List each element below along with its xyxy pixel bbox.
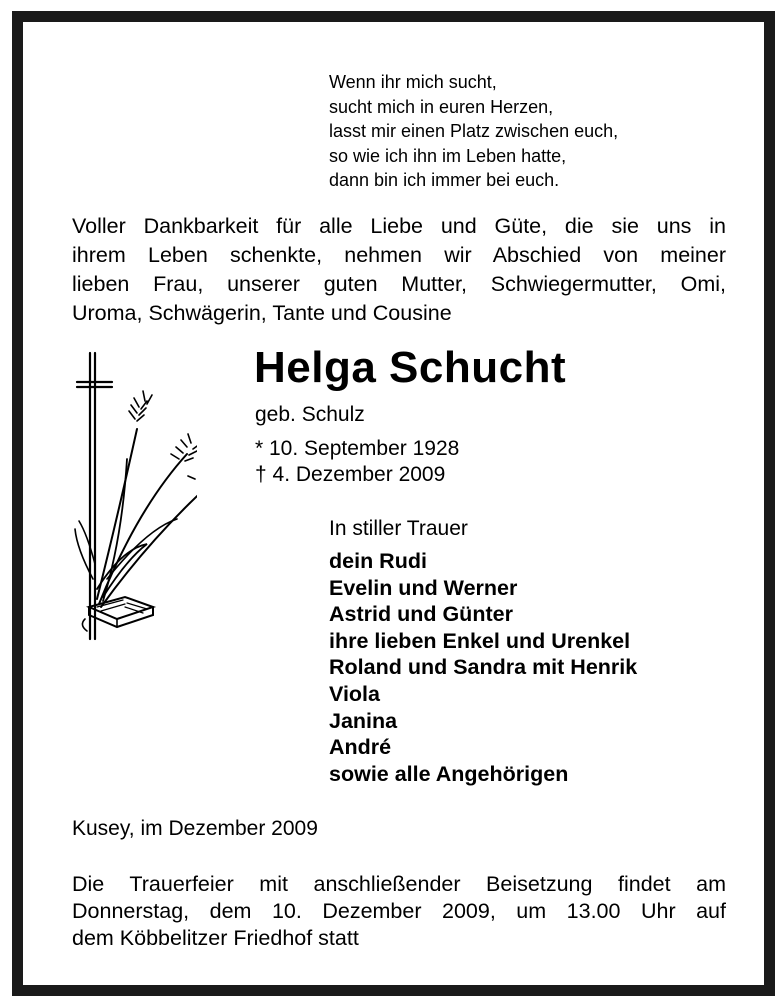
- funeral-service-notice: [72, 871, 726, 952]
- place-and-date: Kusey, im Dezember 2009: [72, 817, 318, 840]
- mourners-list: [329, 548, 637, 787]
- poem-line: lasst mir einen Platz zwischen euch,: [329, 121, 619, 141]
- mourner-item: Viola: [329, 681, 380, 706]
- intro-paragraph: [72, 212, 726, 328]
- maiden-name: geb. Schulz: [255, 403, 365, 426]
- poem-line: Wenn ihr mich sucht,: [329, 72, 497, 92]
- mourner-item: André: [329, 735, 392, 760]
- deceased-name: Helga Schucht: [254, 343, 567, 392]
- birth-date: * 10. September 1928: [255, 437, 460, 460]
- poem: [329, 70, 618, 193]
- intro-line: ihrem Leben schenkte, nehmen wir Abschied von meiner: [72, 243, 726, 267]
- service-line: Die Trauerfeier mit anschließender Beisetzung findet am: [72, 872, 726, 896]
- mourner-item: sowie alle Angehörigen: [329, 761, 569, 786]
- mourner-item: Roland und Sandra mit Henrik: [329, 655, 638, 680]
- poem-line: sucht mich in euren Herzen,: [329, 96, 554, 117]
- intro-line: Voller Dankbarkeit für alle Liebe und Güte, die sie uns in: [72, 214, 726, 238]
- service-line: dem Köbbelitzer Friedhof statt: [72, 926, 359, 950]
- mourners-heading: In stiller Trauer: [329, 517, 468, 540]
- mourner-item: ihre lieben Enkel und Urenkel: [329, 628, 631, 653]
- death-date: † 4. Dezember 2009: [255, 463, 446, 486]
- cross-with-wheat-and-book-icon: [67, 349, 197, 641]
- poem-line: dann bin ich immer bei euch.: [329, 170, 560, 190]
- mourner-item: dein Rudi: [329, 549, 427, 573]
- mourner-item: Janina: [329, 708, 398, 733]
- poem-line: so wie ich ihn im Leben hatte,: [329, 145, 567, 166]
- intro-line: lieben Frau, unserer guten Mutter, Schwiegermutter, Omi,: [72, 272, 726, 296]
- intro-line: Uroma, Schwägerin, Tante und Cousine: [72, 301, 452, 325]
- service-line: Donnerstag, dem 10. Dezember 2009, um 13.00 Uhr auf: [72, 899, 726, 923]
- mourner-item: Astrid und Günter: [329, 602, 513, 627]
- obituary-frame: [12, 11, 775, 996]
- mourner-item: Evelin und Werner: [329, 575, 518, 600]
